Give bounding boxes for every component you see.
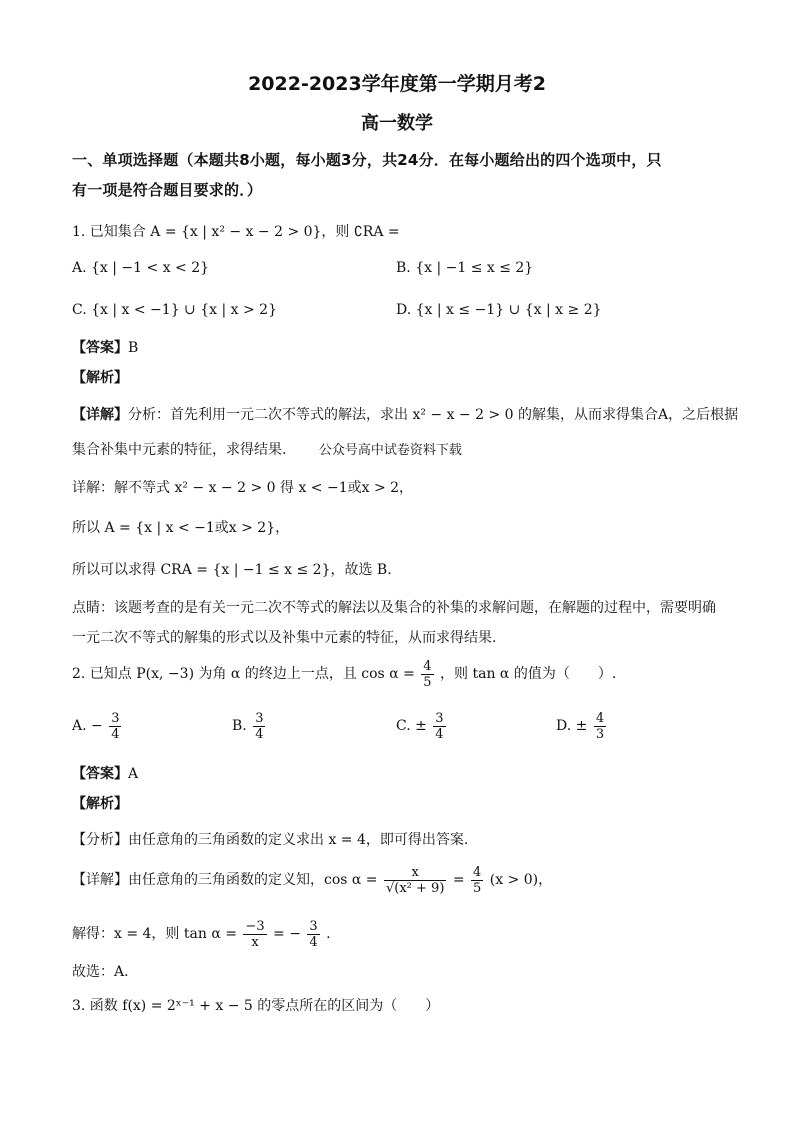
fraction-denominator: 5 xyxy=(423,674,432,690)
fraction-denominator: 5 xyxy=(473,880,482,896)
q1-solve-line1: 详解：解不等式 x² − x − 2 > 0 得 x < −1或x > 2， xyxy=(72,480,414,496)
q1-option-a: A. {x | −1 < x < 2} xyxy=(72,260,210,276)
q1-stem: 1. 已知集合 A = {x | x² − x − 2 > 0}，则 ∁RA = xyxy=(72,224,400,240)
solve-fraction-2 xyxy=(307,919,319,950)
fraction-denominator: 4 xyxy=(111,726,120,742)
fraction-numerator: x xyxy=(384,865,446,881)
answer-tag: 【答案】 xyxy=(72,766,128,782)
q2-solve-line xyxy=(72,914,722,954)
fraction-denominator: 4 xyxy=(309,934,318,950)
fraction-numerator: 3 xyxy=(309,918,318,934)
q1-detail-text1: 分析：首先利用一元二次不等式的解法，求出 x² − x − 2 > 0 的解集，从而求得集合A，之后根据 xyxy=(128,407,739,423)
fraction-numerator: −3 xyxy=(245,918,265,934)
solve-suffix: . xyxy=(326,926,331,942)
q2-detail-suffix: (x > 0)， xyxy=(489,872,553,888)
q2-detail-prefix: 【详解】由任意角的三角函数的定义知，cos α = xyxy=(72,872,378,888)
q1-comment-line1: 点睛：该题考查的是有关一元二次不等式的解法以及集合的补集的求解问题，在解题的过程中，需要明确 xyxy=(72,600,716,616)
q1-answer-line xyxy=(72,338,722,358)
q1-comment-line2: 一元二次不等式的解集的形式以及补集中元素的特征，从而求得结果. xyxy=(72,630,497,646)
q2-stem-prefix: 2. 已知点 P(x, −3) 为角 α 的终边上一点，且 cos α = xyxy=(72,666,415,682)
fraction-numerator: 3 xyxy=(255,710,264,726)
watermark-text: 公众号高中试卷资料下载 xyxy=(318,443,462,458)
option-label: A. − xyxy=(72,718,103,734)
q2-option-b xyxy=(232,710,267,742)
q3-stem: 3. 函数 f(x) = 2ˣ⁻¹ + x − 5 的零点所在的区间为（ ） xyxy=(72,998,440,1014)
q2-choose: 故选：A. xyxy=(72,964,129,980)
page-title: 2022-2023学年度第一学期月考2 xyxy=(248,73,546,95)
q2-option-d xyxy=(556,710,608,742)
q2-answer-line xyxy=(72,764,722,784)
detail-fraction-2 xyxy=(471,865,483,896)
q1-detail-line2 xyxy=(72,440,722,461)
page-subtitle: 高一数学 xyxy=(361,113,433,134)
equals-sign: = xyxy=(452,872,465,888)
q1-solve-line3: 所以可以求得 CRA = {x | −1 ≤ x ≤ 2}，故选 B. xyxy=(72,562,392,578)
q1-option-c: C. {x | x < −1} ∪ {x | x > 2} xyxy=(72,302,277,318)
detail-fraction-1 xyxy=(384,865,446,896)
q2-option-c xyxy=(396,710,448,742)
fraction-denominator: √(x² + 9) xyxy=(386,880,445,896)
fraction-numerator: 4 xyxy=(473,864,482,880)
q1-detail-text2: 集合补集中元素的特征，求得结果. xyxy=(72,442,287,458)
answer-tag: 【答案】 xyxy=(72,340,128,356)
q2-solve-prefix: 解得：x = 4，则 tan α = xyxy=(72,926,237,942)
q1-option-b: B. {x | −1 ≤ x ≤ 2} xyxy=(396,260,534,276)
option-label: C. ± xyxy=(396,718,427,734)
q2-analysis-text: 【分析】由任意角的三角函数的定义求出 x = 4，即可得出答案. xyxy=(72,832,469,848)
fraction-denominator: 3 xyxy=(595,726,605,742)
fraction-numerator: 3 xyxy=(435,710,444,726)
fraction-numerator: 4 xyxy=(423,658,432,674)
q1-solve-line2: 所以 A = {x | x < −1或x > 2}， xyxy=(72,520,290,536)
fraction-denominator: 4 xyxy=(255,726,264,742)
option-fraction xyxy=(253,711,265,742)
q2-analysis-tag: 【解析】 xyxy=(72,796,128,812)
q2-answer: A xyxy=(128,766,139,782)
q1-analysis-tag: 【解析】 xyxy=(72,370,128,386)
q1-detail-line1 xyxy=(72,405,739,425)
section-heading-line1: 一、单项选择题（本题共8小题，每小题3分，共24分．在每小题给出的四个选项中，只 xyxy=(72,151,662,169)
q2-stem-fraction xyxy=(421,659,433,690)
option-fraction xyxy=(109,711,121,742)
q2-detail-line xyxy=(72,860,722,900)
option-label: B. xyxy=(232,718,247,734)
fraction-denominator: 4 xyxy=(435,726,444,742)
detail-tag: 【详解】 xyxy=(72,407,128,423)
solve-mid: = − xyxy=(273,926,301,942)
option-label: D. ± xyxy=(556,718,588,734)
q2-stem xyxy=(72,658,722,690)
fraction-denominator: x xyxy=(251,934,259,950)
fraction-numerator: 3 xyxy=(111,710,120,726)
section-heading-line2: 有一项是符合题目要求的．） xyxy=(72,181,263,199)
q1-option-d: D. {x | x ≤ −1} ∪ {x | x ≥ 2} xyxy=(396,302,602,318)
q1-answer: B xyxy=(128,340,139,356)
q2-stem-suffix: ，则 tan α 的值为（ ）. xyxy=(440,666,617,682)
solve-fraction-1 xyxy=(243,919,266,950)
fraction-numerator: 4 xyxy=(595,710,605,726)
option-fraction xyxy=(594,711,606,742)
option-fraction xyxy=(433,711,445,742)
q2-option-a xyxy=(72,710,123,742)
